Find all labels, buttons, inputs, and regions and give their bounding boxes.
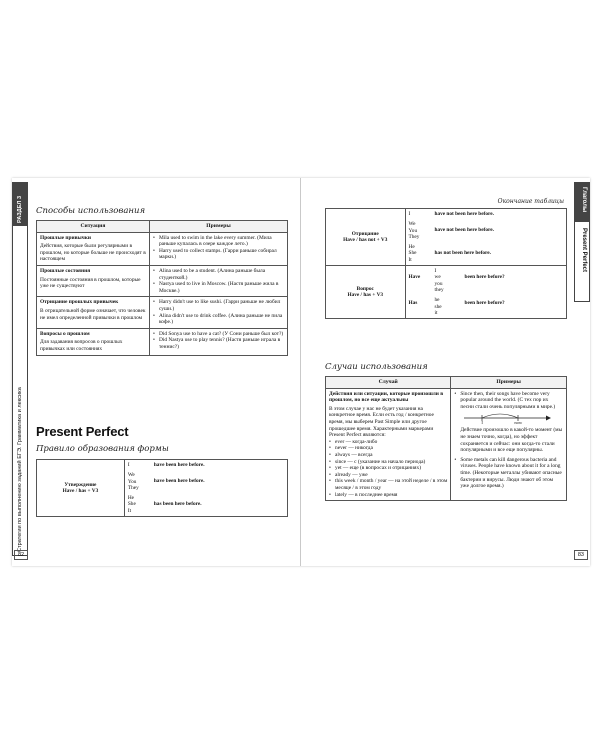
question-label-line1: Вопрос	[356, 285, 374, 292]
verb-form: been here before?	[464, 300, 505, 307]
pronoun: I	[127, 462, 130, 468]
marker-item: • already — уже	[329, 472, 447, 479]
verb-form: has been here before.	[153, 501, 202, 508]
pronoun: It	[127, 507, 132, 514]
side-running-title-text: Стратегии по выполнению заданий ЕГЭ. Грамматика и лексика	[17, 387, 23, 552]
pronoun: She	[127, 501, 136, 508]
situation-title: Прошлые состояния	[40, 267, 91, 274]
negative-label-line1: Отрицание	[351, 230, 379, 237]
aux-verb: Has	[408, 300, 418, 307]
pronoun: He	[127, 495, 135, 502]
situation-desc: Для задавания вопросов о прошлых привычках или состояниях	[40, 339, 123, 352]
right-page	[301, 178, 590, 566]
example-item: • Since then, their songs have become very popular around the world. (С тех пор их песни стали очень популярными в мире.)	[454, 391, 563, 411]
pronoun: They	[408, 233, 420, 240]
pronoun: We	[408, 221, 416, 228]
situation-desc: В отрицательной форме означает, что человек не имел определенной привычки в прошлом	[40, 307, 146, 321]
present-perfect-heading: Present Perfect	[36, 424, 129, 439]
pronoun: she	[434, 303, 442, 310]
verb-form: have not been here before.	[434, 211, 494, 217]
example-item: • Some metals can kill dangerous bacteria and viruses. People have known about it for a long time. (Некоторые металлы убивают опасные бактерии и вирусы. Люди знают об этом уже долгое время.)	[454, 457, 563, 490]
forms-table-container	[325, 208, 567, 319]
aux-verb: Have	[408, 274, 421, 281]
pronoun: you	[434, 280, 443, 287]
situation-desc: Постоянные состояния в прошлом, которые уже не существуют	[40, 276, 141, 290]
marker-list	[329, 439, 447, 498]
situation-title: Отрицание прошлых привычек	[40, 299, 119, 306]
side-running-title-right-text: Present Perfect	[581, 228, 587, 273]
table-row	[326, 388, 567, 501]
cases-table	[325, 376, 567, 501]
marker-item: • yet — еще (в вопросах и отрицаниях)	[329, 465, 447, 472]
example-item: • Alina didn't use to drink coffee. (Алина раньше не пила кофе.)	[153, 313, 284, 326]
example-item: • Harry used to collect stamps. (Гарри раньше собирал марки.)	[153, 248, 284, 261]
situation-title: Прошлые привычки	[40, 234, 91, 241]
verb-form: have not been here before.	[434, 227, 494, 234]
usage-table-container	[36, 220, 288, 356]
verb-form: been here before?	[464, 274, 505, 281]
pronoun: You	[127, 478, 137, 485]
question-label-line2: Have / has + V3	[347, 292, 384, 299]
usage-header-situation: Ситуация	[37, 221, 150, 233]
pronoun: they	[434, 286, 444, 293]
pronoun: It	[408, 256, 412, 263]
left-page	[12, 178, 301, 566]
verb-form: have been here before.	[153, 462, 205, 468]
usage-header-examples: Примеры	[149, 221, 287, 233]
book-spread	[12, 178, 590, 566]
marker-item: • always — всегда	[329, 452, 447, 459]
page-number-left: 82	[14, 550, 28, 560]
forms-table	[325, 208, 567, 319]
section-tab	[12, 182, 28, 226]
form-rule-subheading: Правило образования формы	[36, 444, 169, 454]
side-running-title	[12, 226, 28, 556]
negative-label	[326, 209, 406, 266]
timeline-past-label: I	[481, 420, 483, 426]
case-desc: В этом случае у нас не будет указания на конкретное время. Если есть год / конкретное время, мы выберем Past Simple или другое прошедшее время. Характерными маркерами Present Perfect являются:	[329, 405, 434, 439]
question-label	[326, 266, 406, 319]
marker-item: • since — с (указание на начало периода)	[329, 459, 447, 466]
cases-header-examples: Примеры	[451, 377, 567, 389]
pronoun: They	[127, 484, 139, 491]
pronoun: We	[127, 472, 135, 479]
negative-label-line2: Have / has not + V3	[343, 237, 388, 244]
affirmative-label-line1: Утверждение	[64, 481, 97, 488]
timeline-diagram	[462, 412, 563, 426]
side-running-title-right	[574, 222, 590, 302]
affirmative-table-container	[36, 459, 288, 517]
section-tab-right	[574, 182, 590, 222]
case-title: Действия или ситуации, которые произошли в прошлом, но все еще актуальны	[329, 390, 444, 404]
cases-section-title: Случаи использования	[325, 362, 428, 372]
pronoun: he	[434, 297, 440, 304]
pronoun: He	[408, 244, 415, 251]
cases-header-case: Случай	[326, 377, 451, 389]
example-item: • Harry didn't use to like sushi. (Гарри раньше не любил суши.)	[153, 299, 284, 312]
affirmative-table	[36, 459, 288, 517]
affirmative-label	[37, 460, 125, 517]
affirmative-label-line2: Have / has + V3	[62, 488, 99, 495]
example-item: • Mila used to swim in the lake every summer. (Мила раньше купалась в озере каждое лето.)	[153, 235, 284, 248]
pronoun: You	[408, 227, 418, 234]
pronoun: She	[408, 250, 417, 257]
table-row	[37, 265, 288, 296]
page-number-right: 83	[574, 550, 588, 560]
cases-table-container	[325, 376, 567, 501]
verb-form: has not been here before.	[434, 250, 491, 257]
example-note: Действие произошло в какой-то момент (мы не знаем точно, когда), но эффект сохраняется и сейчас: они когда-то стали популярными и все еще популярны.	[460, 427, 563, 454]
timeline-arrow	[462, 412, 552, 426]
usage-section-title: Способы использования	[36, 206, 146, 216]
pronoun: it	[434, 309, 438, 316]
section-tab-right-label: Глаголы	[581, 187, 587, 213]
section-tab-label: РАЗДЕЛ 3	[17, 195, 23, 223]
example-item: • Alina used to be a student. (Алина раньше была студенткой.)	[153, 268, 284, 281]
pronoun: I	[408, 211, 411, 217]
timeline-now-label: now	[514, 420, 523, 426]
marker-item: • ever — когда-либо	[329, 439, 447, 446]
marker-item: • never — никогда	[329, 445, 447, 452]
verb-form: have been here before.	[153, 478, 205, 485]
pronoun: we	[434, 274, 441, 281]
table-row	[37, 232, 288, 265]
table-continuation-note: Окончание таблицы	[497, 198, 564, 205]
marker-item: • lately — в последнее время	[329, 492, 447, 499]
example-item: • Nastya used to live in Moscow. (Настя раньше жила в Москве.)	[153, 281, 284, 294]
table-row	[37, 328, 288, 355]
example-item: • Did Nastya use to play tennis? (Настя раньше играла в теннис?)	[153, 337, 284, 350]
marker-item: • this week / month / year — на этой неделе / в этом месяце / в этом году	[329, 478, 447, 491]
usage-table	[36, 220, 288, 356]
pronoun: I	[434, 268, 437, 275]
example-item: • Did Sonya use to have a cat? (У Сони раньше был кот?)	[153, 331, 284, 338]
situation-title: Вопросы о прошлом	[40, 330, 90, 337]
situation-desc: Действия, которые были регулярными в прошлом, но которые больше не происходят в настоящем	[40, 243, 146, 263]
table-row	[37, 297, 288, 328]
